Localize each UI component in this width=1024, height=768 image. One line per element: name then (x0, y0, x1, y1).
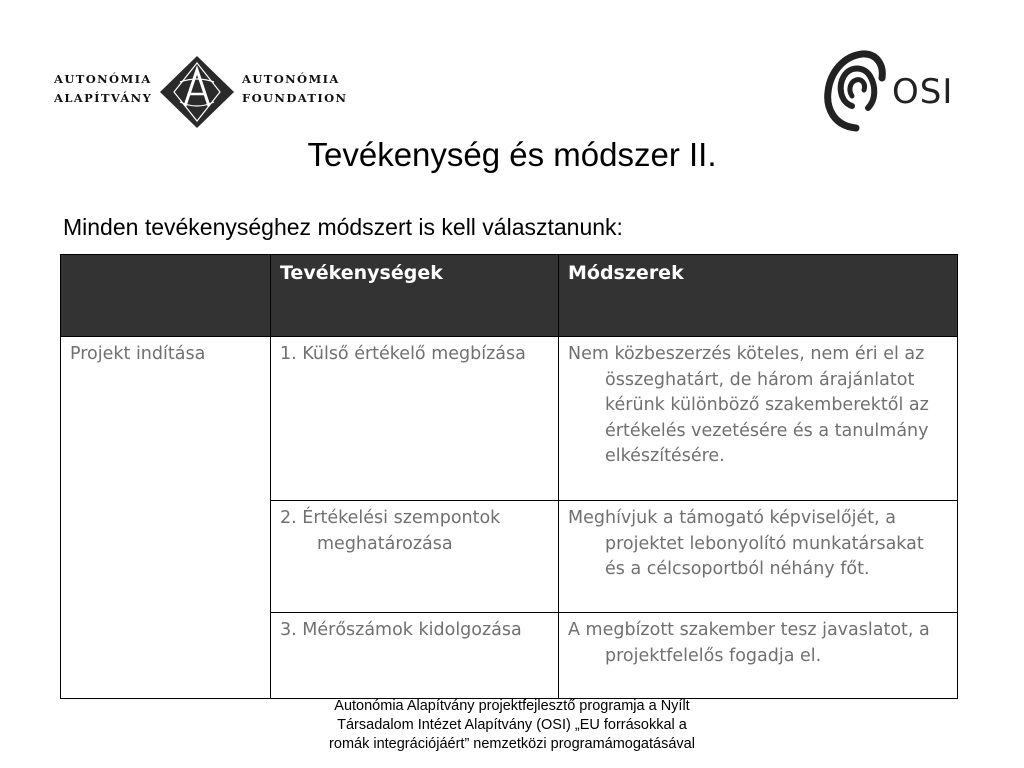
activity-method-table (60, 254, 958, 699)
table-header-cell: Tevékenységek (271, 255, 559, 337)
logo-text-line: FOUNDATION (242, 91, 348, 105)
page-title: Tevékenység és módszer II. (307, 136, 717, 173)
logo-text-line: AUTONÓMIA (54, 72, 152, 86)
method-cell (559, 613, 958, 699)
osi-logo-text: OSI (892, 72, 954, 112)
method-text: Nem közbeszerzés köteles, nem éri el az összeghatárt, de három árajánlatot kérünk különböző szakemberektől az értékelés vezetésére és a tanulmány elkészítésére. (568, 344, 929, 466)
phase-cell: Projekt indítása (61, 337, 271, 699)
logo-text-line: AUTONÓMIA (242, 72, 340, 86)
activity-cell (271, 501, 559, 613)
method-cell (559, 337, 958, 501)
autonomia-logo (52, 54, 352, 130)
autonomia-logo-text-en (242, 70, 347, 108)
page-subtitle: Minden tevékenységhez módszert is kell választanunk: (63, 214, 623, 240)
autonomia-a-emblem-icon (158, 54, 236, 130)
autonomia-logo-text-hu (54, 70, 152, 108)
table-header-row (61, 255, 958, 337)
activity-text: 3. Mérőszámok kidolgozása (280, 620, 522, 640)
method-text: A megbízott szakember tesz javaslatot, a projektfelelős fogadja el. (568, 620, 930, 666)
table-header-cell (61, 255, 271, 337)
activity-text: 2. Értékelési szempontok meghatározása (280, 508, 501, 554)
method-text: Meghívjuk a támogató képviselőjét, a projektet lebonyolító munkatársakat és a célcsoportból néhány főt. (568, 508, 924, 579)
table-row (61, 337, 958, 501)
footer-line: romák integrációjáért” nemzetközi programámogatásával (329, 736, 695, 752)
method-cell (559, 501, 958, 613)
logo-text-line: ALAPÍTVÁNY (54, 91, 153, 105)
activity-text: 1. Külső értékelő megbízása (280, 344, 526, 364)
activity-cell (271, 337, 559, 501)
footer-line: Társadalom Intézet Alapítvány (OSI) „EU forrásokkal a (337, 717, 687, 733)
osi-logo (822, 48, 952, 134)
table-header-cell: Módszerek (559, 255, 958, 337)
activity-cell (271, 613, 559, 699)
spiral-icon (822, 48, 888, 134)
footer-note (262, 697, 762, 754)
footer-line: Autonómia Alapítvány projektfejlesztő programja a Nyílt (334, 698, 690, 714)
